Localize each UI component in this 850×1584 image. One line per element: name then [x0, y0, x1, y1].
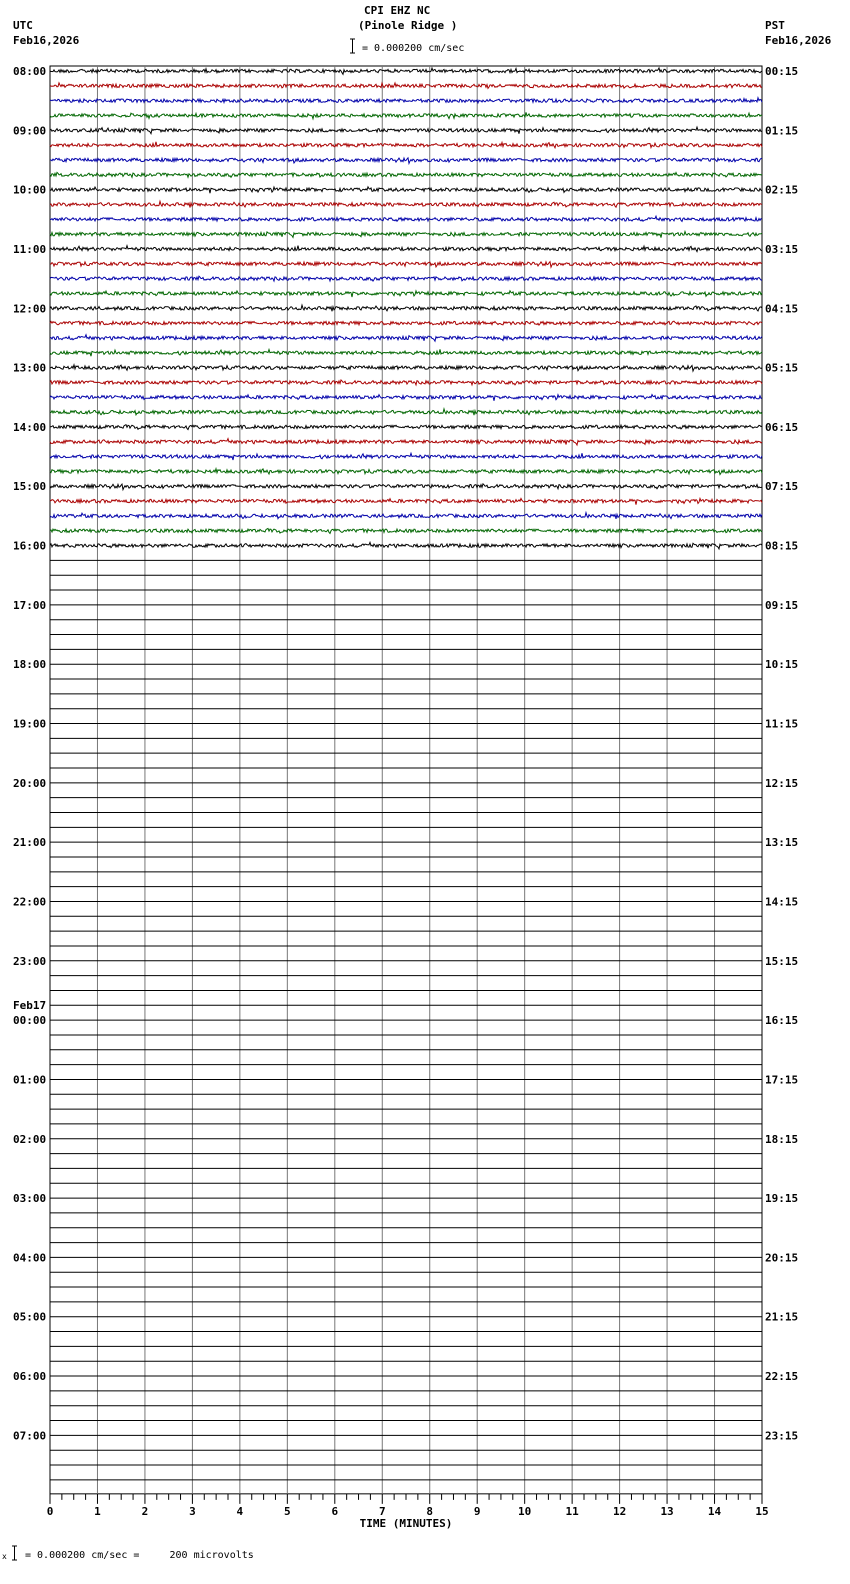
- site-name: (Pinole Ridge ): [358, 19, 458, 32]
- station-title: CPI EHZ NC: [364, 4, 431, 17]
- pst-hour-label: 18:15: [765, 1132, 799, 1146]
- pst-hour-label: 00:15: [765, 65, 799, 78]
- seismic-trace: [50, 513, 762, 519]
- x-tick-label: 6: [331, 1504, 339, 1518]
- utc-hour-label: 10:00: [13, 183, 47, 197]
- seismic-trace: [50, 172, 762, 177]
- utc-hour-label: 05:00: [13, 1310, 47, 1324]
- seismic-trace: [50, 127, 762, 134]
- seismic-trace: [50, 469, 762, 475]
- pst-hour-label: 03:15: [765, 242, 799, 256]
- seismic-trace: [50, 321, 762, 325]
- pst-hour-label: 11:15: [765, 717, 799, 731]
- pst-hour-label: 05:15: [765, 361, 799, 375]
- utc-hour-label: 13:00: [13, 361, 47, 375]
- pst-hour-label: 19:15: [765, 1192, 799, 1206]
- x-tick-label: 9: [473, 1504, 481, 1518]
- seismic-trace: [50, 425, 762, 430]
- x-tick-label: 0: [46, 1504, 54, 1518]
- utc-hour-label: 20:00: [13, 776, 47, 790]
- pst-hour-label: 04:15: [765, 302, 799, 316]
- utc-hour-label: 11:00: [13, 242, 47, 256]
- footer-scale-note: = 0.000200 cm/sec = 200 microvolts: [25, 1550, 254, 1561]
- pst-hour-label: 12:15: [765, 776, 799, 790]
- seismic-trace: [50, 232, 762, 238]
- utc-date: Feb16,2026: [13, 34, 80, 47]
- x-tick-label: 5: [284, 1504, 291, 1518]
- pst-hour-label: 22:15: [765, 1370, 799, 1384]
- utc-timezone: UTC: [13, 19, 33, 32]
- pst-hour-label: 08:15: [765, 539, 799, 553]
- plot-frame: [50, 66, 762, 1494]
- x-tick-label: 3: [189, 1504, 196, 1518]
- x-axis-label: TIME (MINUTES): [359, 1516, 453, 1530]
- pst-hour-label: 16:15: [765, 1014, 799, 1028]
- utc-hour-label: 22:00: [13, 895, 47, 909]
- x-tick-label: 7: [378, 1504, 386, 1518]
- seismic-trace: [50, 68, 762, 74]
- seismic-trace: [50, 201, 762, 207]
- seismic-trace: [50, 529, 762, 534]
- seismic-trace: [50, 83, 762, 89]
- seismic-trace: [50, 276, 762, 281]
- pst-hour-label: 07:15: [765, 480, 799, 494]
- utc-hour-label: 18:00: [13, 658, 47, 672]
- utc-hour-label: 12:00: [13, 302, 47, 316]
- seismic-trace: [50, 305, 762, 311]
- utc-hour-label: 04:00: [13, 1251, 47, 1265]
- pst-date: Feb16,2026: [765, 34, 832, 47]
- utc-hour-label: 19:00: [13, 717, 47, 731]
- utc-hour-label: 21:00: [13, 836, 47, 850]
- seismic-trace: [50, 453, 762, 460]
- seismic-trace: [50, 542, 762, 549]
- seismic-trace: [50, 158, 762, 164]
- seismic-trace: [50, 499, 762, 505]
- seismic-trace: [50, 262, 762, 268]
- utc-hour-label: 17:00: [13, 598, 47, 612]
- seismic-trace: [50, 142, 762, 148]
- seismic-trace: [50, 112, 762, 118]
- footer-marker: x: [2, 1552, 7, 1561]
- seismic-trace: [50, 349, 762, 356]
- pst-hour-label: 21:15: [765, 1310, 799, 1324]
- utc-hour-label: 01:00: [13, 1073, 47, 1087]
- utc-hour-label: 16:00: [13, 539, 47, 553]
- seismic-trace: [50, 439, 762, 445]
- seismic-trace: [50, 409, 762, 415]
- seismic-trace: [50, 187, 762, 193]
- x-tick-label: 15: [755, 1504, 769, 1518]
- utc-hour-label: 14:00: [13, 420, 47, 434]
- pst-hour-label: 13:15: [765, 836, 799, 850]
- seismic-trace: [50, 216, 762, 221]
- utc-hour-label: 08:00: [13, 65, 47, 78]
- x-tick-label: 1: [94, 1504, 101, 1518]
- pst-hour-label: 17:15: [765, 1073, 799, 1087]
- x-tick-label: 12: [612, 1504, 627, 1518]
- pst-hour-label: 20:15: [765, 1251, 799, 1265]
- seismic-trace: [50, 246, 762, 252]
- pst-timezone: PST: [765, 19, 785, 32]
- utc-hour-label: 00:00: [13, 1014, 47, 1028]
- pst-hour-label: 15:15: [765, 954, 799, 968]
- utc-hour-label: 15:00: [13, 480, 47, 494]
- utc-hour-label: 06:00: [13, 1370, 47, 1384]
- seismic-trace: [50, 98, 762, 103]
- pst-hour-label: 06:15: [765, 420, 799, 434]
- seismic-trace: [50, 291, 762, 297]
- seismic-trace: [50, 484, 762, 490]
- pst-hour-label: 10:15: [765, 658, 799, 672]
- x-tick-label: 4: [236, 1504, 244, 1518]
- utc-hour-label: 03:00: [13, 1192, 47, 1206]
- x-tick-label: 10: [518, 1504, 532, 1518]
- seismic-trace: [50, 365, 762, 371]
- utc-hour-label: 23:00: [13, 954, 47, 968]
- utc-date-change-label: Feb17: [13, 999, 47, 1013]
- utc-hour-label: 02:00: [13, 1132, 47, 1146]
- x-tick-label: 11: [565, 1504, 579, 1518]
- footer-scale-bar-icon: [10, 1545, 20, 1561]
- seismic-trace: [50, 380, 762, 385]
- x-tick-label: 2: [141, 1504, 149, 1518]
- pst-hour-label: 01:15: [765, 124, 799, 138]
- scale-label: = 0.000200 cm/sec: [362, 43, 465, 54]
- x-tick-label: 13: [660, 1504, 674, 1518]
- utc-hour-label: 07:00: [13, 1429, 47, 1443]
- pst-hour-label: 23:15: [765, 1429, 799, 1443]
- pst-hour-label: 02:15: [765, 183, 799, 197]
- seismic-trace: [50, 335, 762, 341]
- utc-hour-label: 09:00: [13, 124, 47, 138]
- x-tick-label: 8: [426, 1504, 434, 1518]
- seismic-trace: [50, 395, 762, 401]
- pst-hour-label: 09:15: [765, 598, 799, 612]
- x-tick-label: 14: [707, 1504, 722, 1518]
- pst-hour-label: 14:15: [765, 895, 799, 909]
